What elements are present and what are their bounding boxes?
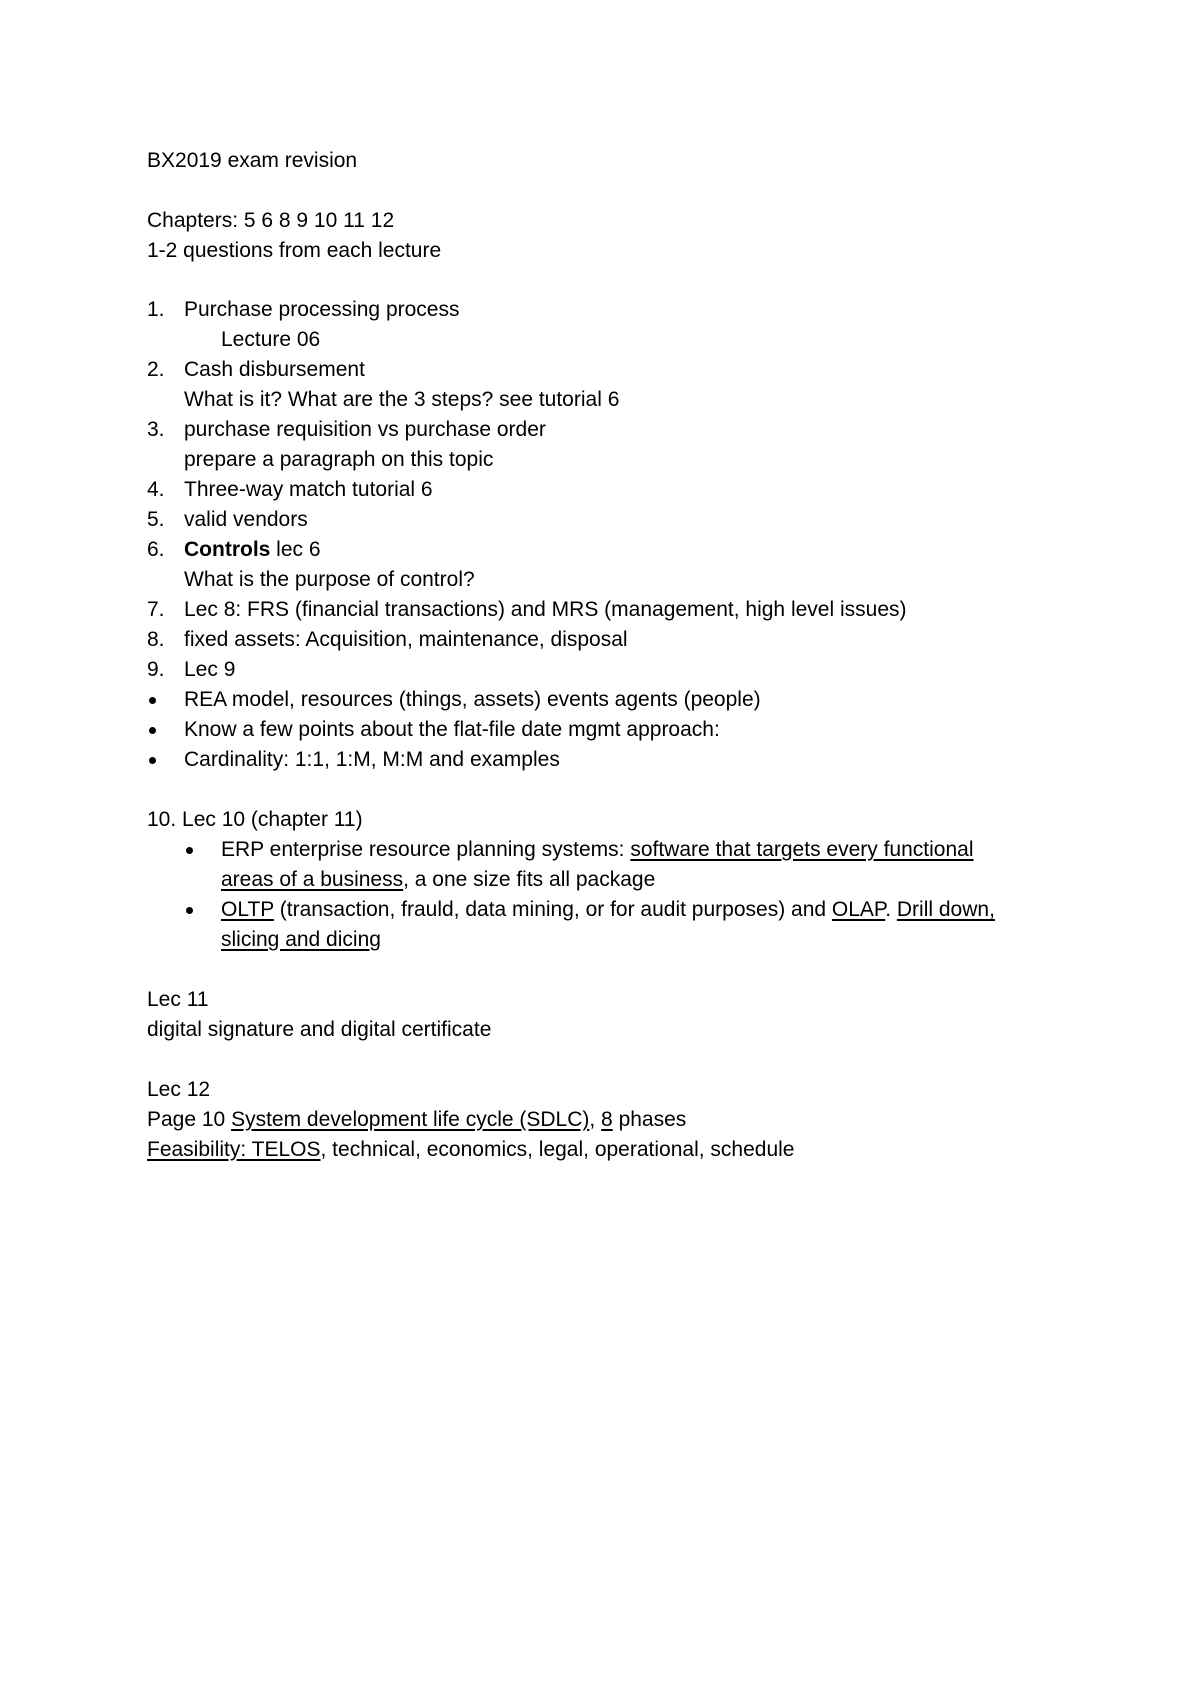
list-item: purchase requisition vs purchase order	[184, 418, 546, 441]
list-number: 1.	[147, 298, 165, 321]
feasibility-text: , technical, economics, legal, operational, schedule	[320, 1138, 795, 1161]
feasibility-term: Feasibility: TELOS	[147, 1138, 321, 1161]
list-item: valid vendors	[184, 508, 308, 531]
list-subitem: Lecture 06	[221, 328, 321, 351]
list-item: Cash disbursement	[184, 358, 365, 381]
lec11-text: digital signature and digital certificate	[147, 1018, 492, 1041]
erp-text: , a one size fits all package	[403, 868, 656, 891]
bullet-icon	[186, 847, 193, 854]
olap-term: OLAP	[831, 898, 886, 921]
bullet-item: REA model, resources (things, assets) events agents (people)	[184, 688, 761, 711]
list-subitem: What is it? What are the 3 steps? see tutorial 6	[184, 388, 620, 411]
bullet-icon	[149, 727, 156, 734]
oltp-term: OLTP	[221, 898, 274, 921]
list-number: 8.	[147, 628, 165, 651]
list-item: Lec 9	[184, 658, 236, 681]
list-item: Lec 8: FRS (financial transactions) and MRS (management, high level issues)	[184, 598, 907, 621]
phase-count: 8	[601, 1108, 613, 1131]
bullet-item: Cardinality: 1:1, 1:M, M:M and examples	[184, 748, 560, 771]
bullet-icon	[186, 907, 193, 914]
sdlc-text: phases	[612, 1108, 687, 1131]
list-number: 2.	[147, 358, 165, 381]
list-item: Three-way match tutorial 6	[184, 478, 433, 501]
feasibility-line	[147, 1135, 794, 1165]
questions-line: 1-2 questions from each lecture	[147, 239, 442, 262]
bullet-icon	[149, 697, 156, 704]
erp-text: ERP enterprise resource planning systems:	[221, 838, 631, 861]
list-number: 4.	[147, 478, 165, 501]
controls-bold-text: Controls	[184, 538, 271, 561]
sdlc-text: Page 10	[147, 1108, 232, 1131]
oltp-text: (transaction, frauld, data mining, or for audit purposes) and	[273, 898, 832, 921]
oltp-line	[221, 895, 995, 925]
erp-line-cont	[221, 865, 655, 895]
list-item: Purchase processing process	[184, 298, 460, 321]
list-number: 9.	[147, 658, 165, 681]
lec12-heading: Lec 12	[147, 1078, 211, 1101]
chapters-line: Chapters: 5 6 8 9 10 11 12	[147, 209, 395, 232]
list-subitem: prepare a paragraph on this topic	[184, 448, 494, 471]
list-number: 6.	[147, 538, 165, 561]
erp-underlined-text: areas of a business	[221, 868, 404, 891]
list-item: fixed assets: Acquisition, maintenance, disposal	[184, 628, 628, 651]
list-number: 5.	[147, 508, 165, 531]
sdlc-term: System development life cycle (SDLC)	[231, 1108, 590, 1131]
sdlc-text: ,	[589, 1108, 602, 1131]
bullet-item: Know a few points about the flat-file date mgmt approach:	[184, 718, 720, 741]
sdlc-line	[147, 1105, 686, 1135]
oltp-text: .	[885, 898, 897, 921]
drill-down-text: Drill down,	[896, 898, 995, 921]
list-number: 7.	[147, 598, 165, 621]
oltp-line-cont	[221, 925, 381, 955]
lec11-heading: Lec 11	[147, 988, 209, 1011]
list-item	[184, 535, 321, 565]
erp-underlined-text: software that targets every functional	[630, 838, 974, 861]
slicing-dicing-text: slicing and dicing	[221, 928, 381, 951]
document-title: BX2019 exam revision	[147, 149, 358, 172]
list-subitem: What is the purpose of control?	[184, 568, 475, 591]
lec10-heading: 10. Lec 10 (chapter 11)	[147, 808, 363, 831]
list-number: 3.	[147, 418, 165, 441]
bullet-icon	[149, 757, 156, 764]
erp-line	[221, 835, 974, 865]
controls-lec-text: lec 6	[270, 538, 321, 561]
